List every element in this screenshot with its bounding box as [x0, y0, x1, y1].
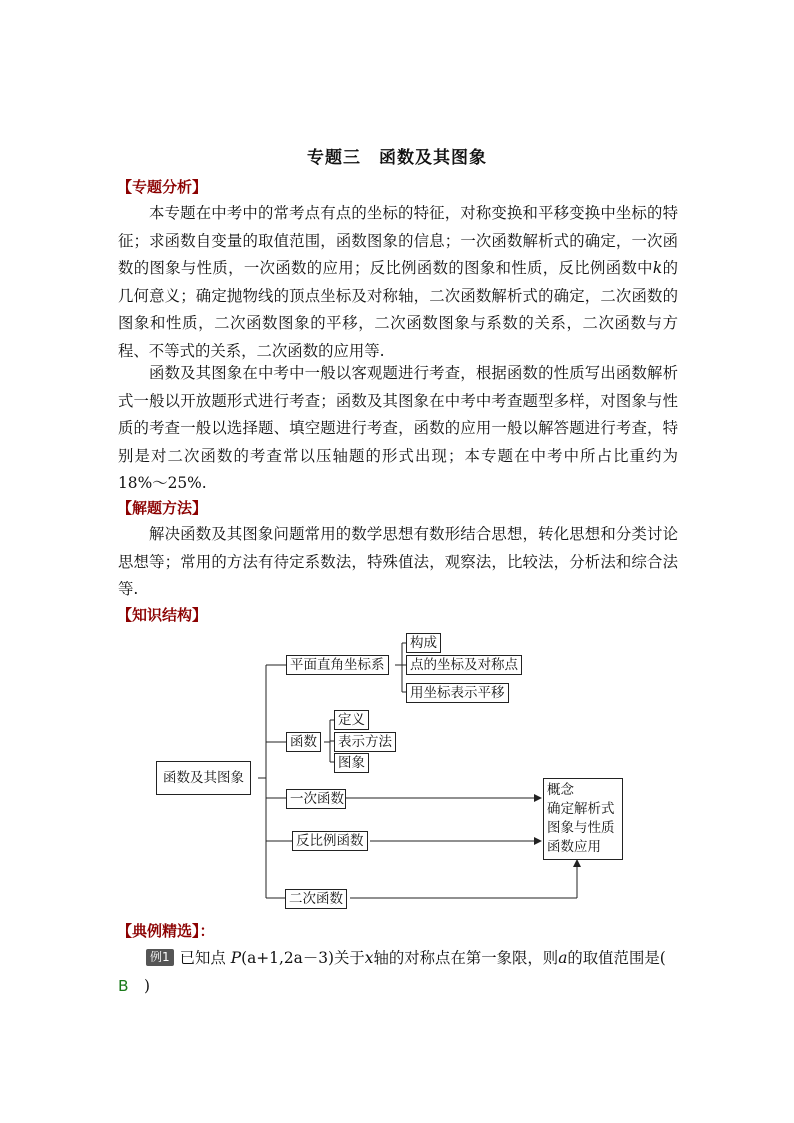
function-child-definition: 定义 — [334, 710, 369, 730]
root-box: 函数及其图象 — [156, 761, 251, 795]
example-axis: x — [364, 949, 374, 967]
example-var: a — [558, 949, 568, 967]
function-child-representation: 表示方法 — [334, 732, 396, 752]
example-text-a: 已知点 — [179, 949, 226, 967]
function-child-graph: 图象 — [334, 753, 369, 773]
quadratic-function-box: 二次函数 — [285, 889, 347, 909]
analysis-text-a: 本专题在中考中的常考点有点的坐标的特征，对称变换和平移变换中坐标的特征；求函数自变量的取值范围，函数图象的信息；一次函数解析式的确定，一次函数的图象与性质，一次函数的应用；反比例函数的图象和性质，反比例函数中 — [118, 204, 678, 277]
analysis-text-b: 的几何意义；确定抛物线的顶点坐标及对称轴，二次函数解析式的确定，二次函数的图象和性质，二次函数图象的平移，二次函数图象与系数的关系，二次函数与方程、不等式的关系，二次函数的应用等. — [118, 259, 678, 360]
example-answer: B — [118, 976, 129, 995]
properties-box — [543, 778, 623, 860]
property-graph: 图象与性质 — [547, 820, 615, 836]
coord-child-composition: 构成 — [406, 633, 441, 653]
example-text-c: 轴的对称点在第一象限，则 — [373, 949, 559, 967]
example-text-e: ) — [143, 976, 150, 995]
analysis-var-k: k — [652, 259, 663, 277]
example-text-d: 的取值范围是( — [567, 949, 666, 967]
section-examples-heading: 【典例精选】： — [117, 922, 215, 940]
property-application: 函数应用 — [547, 839, 601, 855]
inverse-function-box: 反比例函数 — [292, 831, 368, 851]
analysis-paragraph-2: 函数及其图象在中考中一般以客观题进行考查，根据函数的性质写出函数解析式一般以开放题形式进行考查；函数及其图象在中考中考查题型多样，对图象与性质的考查一般以选择题、填空题进行考查，函数的应用一般以解答题进行考查，特别是对二次函数的考查常以压轴题的形式出现；本专题在中考中所占比重约为 18%～25%. — [118, 364, 678, 492]
section-method-heading: 【解题方法】 — [117, 499, 208, 517]
property-expression: 确定解析式 — [547, 801, 615, 817]
example-text-b: (a+1,2a－3)关于 — [241, 949, 365, 967]
coord-system-box: 平面直角坐标系 — [286, 655, 389, 675]
coord-child-point: 点的坐标及对称点 — [406, 655, 522, 675]
method-paragraph: 解决函数及其图象问题常用的数学思想有数形结合思想，转化思想和分类讨论思想等；常用的方法有待定系数法，特殊值法，观察法，比较法，分析法和综合法等. — [118, 525, 678, 598]
function-box: 函数 — [286, 732, 321, 752]
coord-child-translation: 用坐标表示平移 — [406, 683, 509, 703]
page-title: 专题三 函数及其图象 — [307, 148, 487, 168]
section-structure-heading: 【知识结构】 — [117, 606, 208, 624]
property-concept: 概念 — [547, 782, 574, 798]
example-badge: 例1 — [146, 949, 174, 966]
example-1 — [118, 945, 678, 1000]
section-analysis-heading: 【专题分析】 — [117, 178, 208, 196]
linear-function-box: 一次函数 — [286, 789, 346, 809]
analysis-paragraph-1 — [118, 200, 678, 365]
knowledge-structure-diagram — [150, 628, 630, 918]
example-point: P — [230, 949, 242, 967]
